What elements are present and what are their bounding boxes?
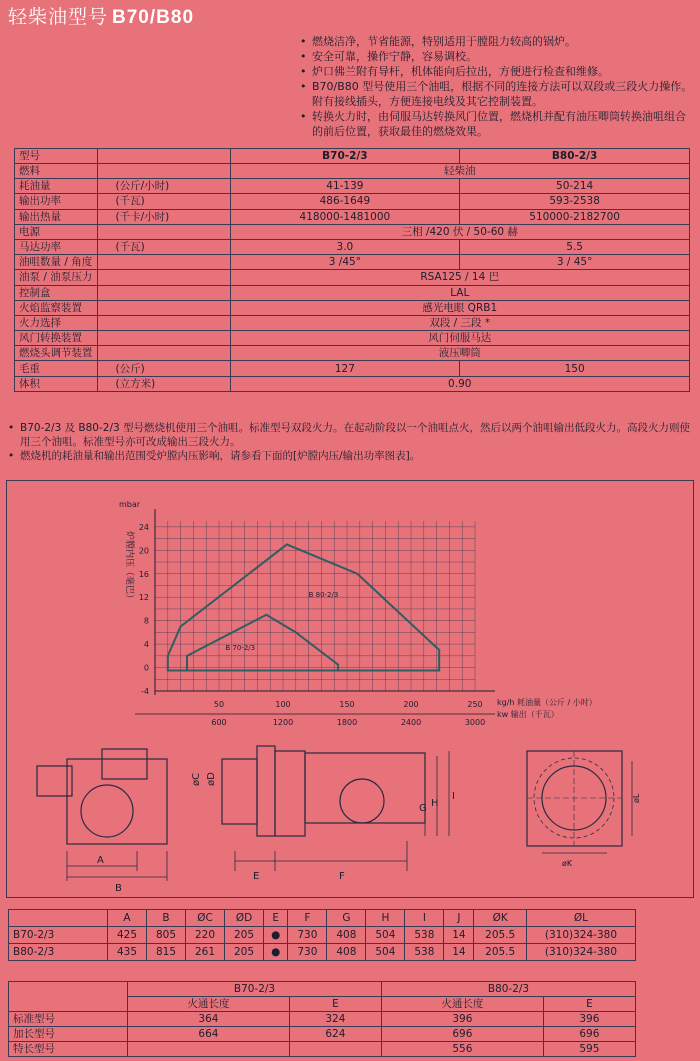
y-tick-label: 8 (143, 616, 149, 626)
page-title (8, 2, 194, 29)
dim-label-l: øL (632, 793, 641, 803)
dimension-header: ØC (186, 910, 225, 927)
dimension-cell: 815 (147, 944, 186, 961)
spec-value-b80: 50-214 (460, 179, 690, 194)
dimension-cell: 730 (288, 944, 327, 961)
y-tick-label: 16 (138, 569, 149, 579)
spec-value: 液压唧筒 (230, 346, 690, 361)
length-cell: 556 (381, 1042, 543, 1057)
spec-label: 火力选择 (15, 315, 98, 330)
feature-item: • B70/B80 型号使用三个油咀，根据不同的连接方法可以双段或三段火力操作。附有接线插头，方便连接电线及其它控制装置。 (300, 79, 696, 109)
length-row (9, 1027, 636, 1042)
spec-value: LAL (230, 285, 690, 300)
dim-label-h: H (431, 798, 439, 809)
motor-box (102, 749, 147, 779)
dim-label-d: øD (206, 772, 217, 786)
y-axis-label: 炉膛内压（毫巴） (124, 531, 134, 604)
dimension-cell: 435 (108, 944, 147, 961)
feature-item: • 安全可靠，操作宁静，容易调校。 (300, 49, 696, 64)
spec-value-b70: 127 (230, 361, 460, 376)
spec-row (15, 239, 690, 254)
spec-unit (97, 224, 230, 239)
dimension-cell: 14 (444, 944, 474, 961)
dim-label-c: øC (191, 772, 202, 786)
spec-unit: (千瓦) (97, 194, 230, 209)
length-cell: 664 (128, 1027, 290, 1042)
length-table (8, 981, 636, 1057)
spec-label: 输出热量 (15, 209, 98, 224)
spec-row (15, 315, 690, 330)
y-tick-label: 24 (138, 522, 149, 532)
spec-unit: (千瓦) (97, 239, 230, 254)
dimension-cell: 205.5 (474, 944, 526, 961)
spec-row (15, 300, 690, 315)
spec-row (15, 179, 690, 194)
dimension-row (9, 944, 636, 961)
dimension-header: ØK (474, 910, 526, 927)
dimension-cell: 205 (225, 944, 264, 961)
x-tick-label-top: 50 (213, 700, 225, 709)
front-view-drawing (222, 746, 449, 871)
series-label: B 70-2/3 (225, 643, 256, 652)
spec-header-label: 型号 (15, 149, 98, 164)
length-cell (289, 1042, 381, 1057)
dimension-cell: 730 (288, 927, 327, 944)
pressure-output-chart (119, 500, 597, 727)
length-cell: 696 (381, 1027, 543, 1042)
length-label: 标准型号 (9, 1012, 128, 1027)
spec-value: 双段 / 三段 * (230, 315, 690, 330)
x-tick-label-bottom: 1800 (336, 718, 358, 727)
spec-row (15, 224, 690, 239)
dimension-cell: 14 (444, 927, 474, 944)
dimension-header: H (366, 910, 405, 927)
length-model-row (9, 982, 636, 997)
length-row (9, 1042, 636, 1057)
spec-header-b70: B70-2/3 (230, 149, 460, 164)
x-tick-label-top: 200 (403, 700, 419, 709)
spec-unit: (千卡/小时) (97, 209, 230, 224)
spec-unit (97, 270, 230, 285)
spec-value-b70: 41-139 (230, 179, 460, 194)
fan-housing (81, 785, 133, 837)
flange-plate (527, 751, 622, 846)
spec-label: 体积 (15, 376, 98, 391)
spec-label: 耗油量 (15, 179, 98, 194)
length-label: 加长型号 (9, 1027, 128, 1042)
dimension-cell: 538 (405, 927, 444, 944)
dimension-cell: 425 (108, 927, 147, 944)
dimension-cell: 538 (405, 944, 444, 961)
y-tick-label: 0 (143, 663, 149, 673)
length-cell: 595 (543, 1042, 635, 1057)
dimension-cell: 205.5 (474, 927, 526, 944)
dim-label-a: A (97, 855, 104, 866)
spec-value: 三相 /420 伏 / 50-60 赫 (230, 224, 690, 239)
spec-label: 油咀数量 / 角度 (15, 255, 98, 270)
length-sub: 火通长度 (381, 997, 543, 1012)
feature-list (300, 34, 696, 139)
note-item: • B70-2/3 及 B80-2/3 型号燃烧机使用三个油咀。标准型号双段火力。在起动阶段以一个油咀点火，然后以两个油咀输出低段火力。高段火力则使用三个油咀。标准型号亦可改成输出三段火力。 (8, 421, 698, 449)
length-cell: 396 (381, 1012, 543, 1027)
dim-label-b: B (115, 883, 122, 894)
x-axis-label-top: kg/h 耗油量（公斤 / 小时） (497, 698, 597, 707)
flange-view-drawing (527, 751, 632, 853)
spec-unit (97, 346, 230, 361)
fan-wheel (340, 779, 384, 823)
dim-label-g: G (419, 803, 427, 814)
dimension-header: F (288, 910, 327, 927)
spec-table (14, 148, 690, 392)
spec-unit: (公斤/小时) (97, 179, 230, 194)
spec-row (15, 331, 690, 346)
feature-item: • 转换火力时，由伺服马达转换风门位置，燃烧机并配有油压唧筒转换油咀组合的前后位置，获取最佳的燃烧效果。 (300, 109, 696, 139)
dimension-cell: B80-2/3 (9, 944, 108, 961)
spec-label: 马达功率 (15, 239, 98, 254)
spec-unit (97, 331, 230, 346)
dimension-header-row (9, 910, 636, 927)
spec-unit (97, 315, 230, 330)
spec-unit: (公斤) (97, 361, 230, 376)
spec-value-b70: 3.0 (230, 239, 460, 254)
dimension-header: G (327, 910, 366, 927)
length-sub: E (289, 997, 381, 1012)
dimension-cell: B70-2/3 (9, 927, 108, 944)
burner-head (275, 751, 305, 836)
spec-label: 燃料 (15, 164, 98, 179)
spec-row (15, 194, 690, 209)
length-cell (128, 1042, 290, 1057)
spec-unit (97, 285, 230, 300)
length-cell: 324 (289, 1012, 381, 1027)
spec-row (15, 346, 690, 361)
dimension-header: A (108, 910, 147, 927)
note-item: • 燃烧机的耗油量和输出范围受炉膛内压影响，请参看下面的[炉膛内压/输出功率图表]。 (8, 449, 698, 463)
dimension-table (8, 909, 636, 961)
spec-header-b80: B80-2/3 (460, 149, 690, 164)
title-prefix: 轻柴油型号 (8, 6, 109, 28)
burner-housing (305, 753, 425, 823)
dimension-header: B (147, 910, 186, 927)
dimension-header: E (264, 910, 288, 927)
dimension-cell: 805 (147, 927, 186, 944)
spec-value: 0.90 (230, 376, 690, 391)
dimension-cell: 408 (327, 927, 366, 944)
spec-value-b70: 418000-1481000 (230, 209, 460, 224)
spec-value-b80: 3 / 45° (460, 255, 690, 270)
dimension-header: I (405, 910, 444, 927)
dimension-row (9, 927, 636, 944)
length-label: 特长型号 (9, 1042, 128, 1057)
spec-label: 毛重 (15, 361, 98, 376)
y-tick-label: -4 (141, 687, 149, 696)
diagram-svg (7, 481, 693, 897)
spec-row (15, 376, 690, 391)
x-axis-label-bottom: kw 输出（千瓦） (497, 710, 559, 719)
length-sub: E (543, 997, 635, 1012)
feature-item: • 炉口佛兰附有导杆，机体能向后拉出，方便进行检查和维修。 (300, 64, 696, 79)
length-row (9, 1012, 636, 1027)
spec-row (15, 164, 690, 179)
x-tick-label-top: 100 (275, 700, 291, 709)
dimension-cell: 220 (186, 927, 225, 944)
spec-unit: (立方米) (97, 376, 230, 391)
y-tick-label: 4 (143, 640, 149, 650)
dimension-cell: (310)324-380 (526, 927, 635, 944)
spec-row (15, 255, 690, 270)
dimension-cell: 261 (186, 944, 225, 961)
spec-header-row (15, 149, 690, 164)
spec-value-b70: 486-1649 (230, 194, 460, 209)
spec-row (15, 285, 690, 300)
dimension-cell: ● (264, 944, 288, 961)
spec-unit (97, 300, 230, 315)
y-unit-label: mbar (119, 500, 141, 509)
dimension-header (9, 910, 108, 927)
spec-label: 风门转换装置 (15, 331, 98, 346)
spec-value: 风门伺服马达 (230, 331, 690, 346)
x-tick-label-bottom: 1200 (272, 718, 294, 727)
feature-item: • 燃烧洁净，节省能源，特别适用于膛阻力较高的锅炉。 (300, 34, 696, 49)
spec-value: RSA125 / 14 巴 (230, 270, 690, 285)
x-tick-label-top: 250 (467, 700, 483, 709)
title-model: B70/B80 (112, 7, 195, 28)
dim-label-e: E (253, 871, 260, 882)
length-corner (9, 982, 128, 1012)
length-sub: 火通长度 (128, 997, 290, 1012)
spec-unit (97, 164, 230, 179)
dimension-cell: ● (264, 927, 288, 944)
spec-value-b80: 593-2538 (460, 194, 690, 209)
dimension-cell: 504 (366, 944, 405, 961)
spec-header-unit (97, 149, 230, 164)
dimension-cell: 504 (366, 927, 405, 944)
diagram-panel (6, 480, 694, 898)
spec-row (15, 209, 690, 224)
length-cell: 624 (289, 1027, 381, 1042)
x-tick-label-top: 150 (339, 700, 355, 709)
spec-value-b80: 150 (460, 361, 690, 376)
spec-value-b70: 3 /45° (230, 255, 460, 270)
spec-label: 输出功率 (15, 194, 98, 209)
flame-tube (222, 759, 257, 824)
notes-list (8, 421, 698, 463)
dimension-cell: 408 (327, 944, 366, 961)
dimension-header: ØD (225, 910, 264, 927)
y-tick-label: 12 (138, 593, 149, 603)
dim-label-f: F (339, 871, 345, 882)
dimension-header: ØL (526, 910, 635, 927)
spec-row (15, 361, 690, 376)
burner-body (67, 759, 167, 844)
spec-value: 感光电眼 QRB1 (230, 300, 690, 315)
spec-label: 电源 (15, 224, 98, 239)
length-model-b80: B80-2/3 (381, 982, 635, 997)
spec-value-b80: 510000-2182700 (460, 209, 690, 224)
dimension-header: J (444, 910, 474, 927)
spec-value: 轻柴油 (230, 164, 690, 179)
series-label: B 80-2/3 (308, 591, 339, 600)
spec-value-b80: 5.5 (460, 239, 690, 254)
x-tick-label-bottom: 3000 (464, 718, 486, 727)
length-cell: 396 (543, 1012, 635, 1027)
spec-unit (97, 255, 230, 270)
dim-label-k: øK (562, 859, 573, 868)
spec-label: 燃烧头调节装置 (15, 346, 98, 361)
length-cell: 696 (543, 1027, 635, 1042)
x-tick-label-bottom: 2400 (400, 718, 422, 727)
length-model-b70: B70-2/3 (128, 982, 382, 997)
length-cell: 364 (128, 1012, 290, 1027)
dimension-cell: (310)324-380 (526, 944, 635, 961)
dim-label-i: I (452, 791, 455, 802)
spec-label: 火焰监察装置 (15, 300, 98, 315)
x-tick-label-bottom: 600 (211, 718, 227, 727)
y-tick-label: 20 (138, 546, 149, 556)
spec-label: 控制盒 (15, 285, 98, 300)
spec-row (15, 270, 690, 285)
spec-label: 油泵 / 油泵压力 (15, 270, 98, 285)
dimension-cell: 205 (225, 927, 264, 944)
flange (257, 746, 275, 836)
series-outline (187, 615, 338, 671)
series-outline (168, 544, 439, 670)
